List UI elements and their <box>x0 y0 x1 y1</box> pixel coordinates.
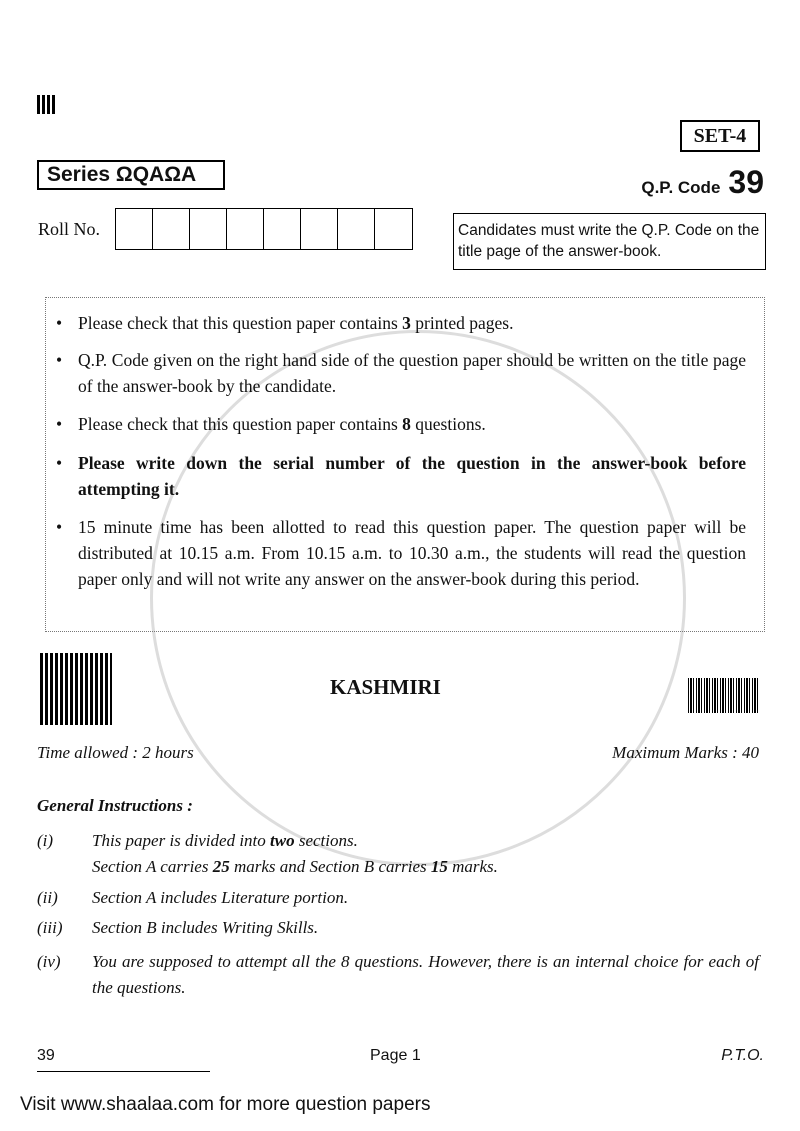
qp-code <box>641 164 764 201</box>
roll-box[interactable] <box>116 209 153 249</box>
item-number: (i) <box>37 831 54 850</box>
roll-box[interactable] <box>153 209 190 249</box>
footer-line <box>37 1071 210 1072</box>
qp-code-number: 39 <box>728 164 764 200</box>
item-number: (iii) <box>37 918 63 937</box>
general-item: You are supposed to attempt all the 8 questions. However, there is an internal choice for each of the questions. <box>92 952 759 997</box>
instruction-item: • Please check that this question paper contains 8 questions. <box>78 411 746 437</box>
general-instructions-title: General Instructions : <box>37 796 193 815</box>
instruction-item: • Please check that this question paper contains 3 printed pages. <box>78 310 746 336</box>
roll-number-label: Roll No. <box>38 219 101 239</box>
time-allowed: Time allowed : 2 hours <box>37 743 194 762</box>
item-number: (iv) <box>37 952 61 971</box>
page-number: Page 1 <box>370 1047 421 1064</box>
roll-box[interactable] <box>338 209 375 249</box>
general-item: Section B includes Writing Skills. <box>92 918 319 937</box>
qr-code-icon <box>40 653 112 725</box>
instruction-item: • Please write down the serial number of the question in the answer-book before attempting it. <box>78 450 746 502</box>
instructions-box <box>45 297 765 632</box>
subject-title: KASHMIRI <box>330 675 441 699</box>
qp-code-label: Q.P. Code <box>641 178 721 197</box>
series-box: Series ΩQAΩA <box>37 160 225 190</box>
maximum-marks: Maximum Marks : 40 <box>612 743 759 762</box>
set-box: SET-4 <box>680 120 760 152</box>
pto: P.T.O. <box>721 1047 764 1064</box>
roll-box[interactable] <box>375 209 412 249</box>
roll-box[interactable] <box>301 209 338 249</box>
candidates-note-box: Candidates must write the Q.P. Code on the title page of the answer-book. <box>453 213 766 270</box>
item-number: (ii) <box>37 888 58 907</box>
roll-number-boxes[interactable] <box>115 208 413 250</box>
instruction-item: • Q.P. Code given on the right hand side of the question paper should be written on the title page of the answer-book by the candidate. <box>78 347 746 399</box>
general-item: This paper is divided into two sections. Section A carries 25 marks and Section B carries 15 marks. <box>92 831 498 876</box>
roll-box[interactable] <box>190 209 227 249</box>
instruction-item: • 15 minute time has been allotted to read this question paper. The question paper will be distributed at 10.15 a.m. From 10.15 a.m. to 10.30 a.m., the students will read the question paper only and will not write any answer on the answer-book during this period. <box>78 514 746 592</box>
visit-link[interactable]: Visit www.shaalaa.com for more question papers <box>20 1094 431 1115</box>
small-qr-code-icon <box>37 95 56 114</box>
roll-box[interactable] <box>227 209 264 249</box>
footer-code: 39 <box>37 1047 55 1064</box>
roll-box[interactable] <box>264 209 301 249</box>
barcode-icon <box>688 678 758 713</box>
general-item: Section A includes Literature portion. <box>92 888 349 907</box>
